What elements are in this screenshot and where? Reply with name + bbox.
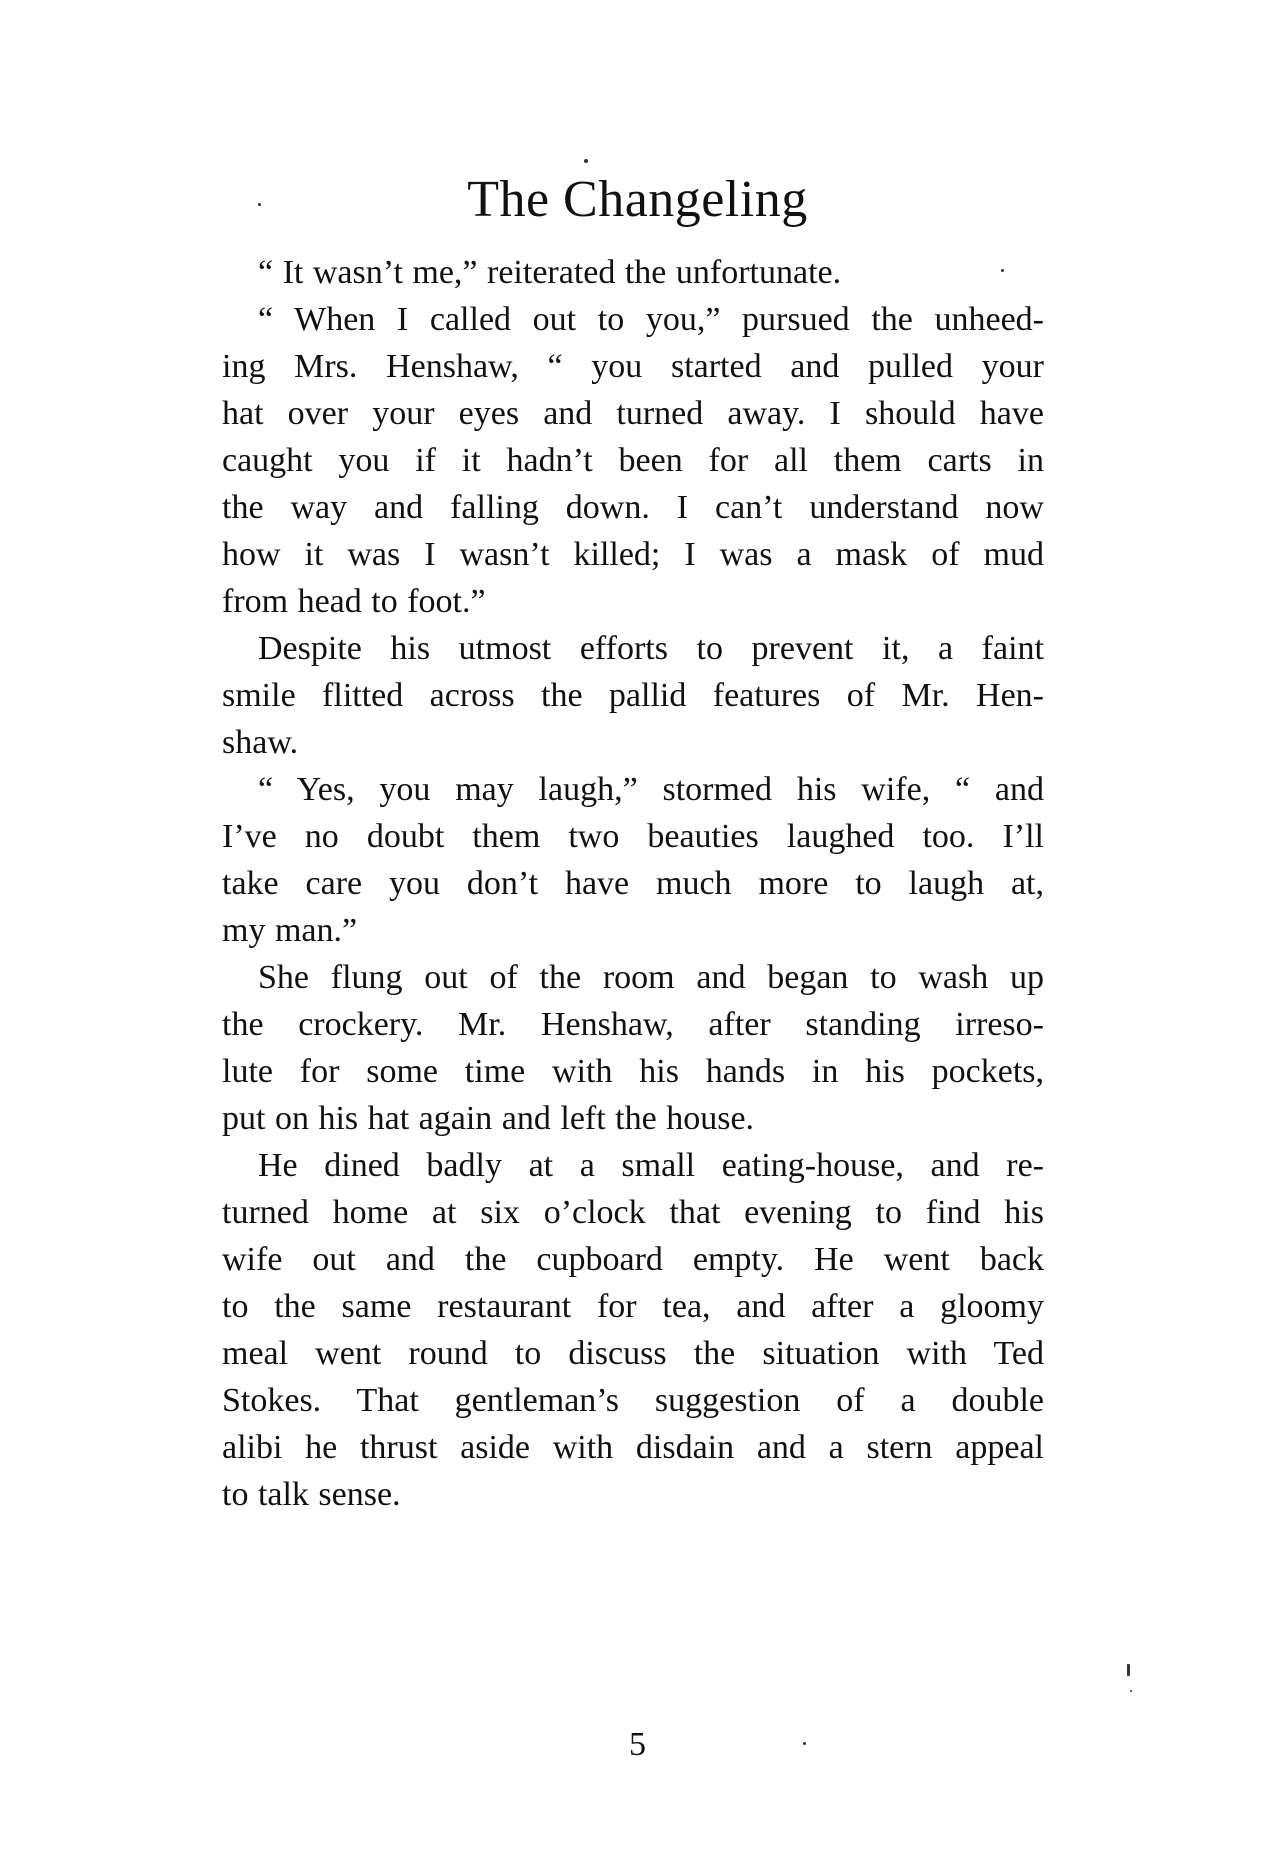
paragraph-5-line-4: put on his hat again and left the house. [222, 1100, 755, 1137]
paragraph-6-line-3: wife out and the cupboard empty. He went back [222, 1241, 1044, 1278]
paragraph-2-line-2: ing Mrs. Henshaw, “ you started and pulled your [222, 348, 1044, 385]
scan-speck [584, 159, 588, 163]
paragraph-2-line-7: from head to foot.” [222, 583, 486, 620]
paragraph-3-line-3: shaw. [222, 724, 299, 761]
paragraph-6-line-7: alibi he thrust aside with disdain and a stern appeal [222, 1429, 1044, 1466]
paragraph-6-line-4: to the same restaurant for tea, and after a gloomy [222, 1288, 1044, 1325]
paragraph-5-line-1: She flung out of the room and began to wash up [258, 959, 1044, 996]
paragraph-2-line-5: the way and falling down. I can’t understand now [222, 489, 1044, 526]
paragraph-6-line-6: Stokes. That gentleman’s suggestion of a double [222, 1382, 1044, 1419]
scan-speck [1130, 1690, 1132, 1692]
paragraph-1-line-1: “ It wasn’t me,” reiterated the unfortunate. [258, 254, 842, 291]
paragraph-3-line-1: Despite his utmost efforts to prevent it, a faint [258, 630, 1044, 667]
paragraph-5-line-3: lute for some time with his hands in his pockets, [222, 1053, 1044, 1090]
paragraph-4-line-2: I’ve no doubt them two beauties laughed too. I’ll [222, 818, 1044, 855]
paragraph-6-line-1: He dined badly at a small eating-house, and re- [258, 1147, 1044, 1184]
paragraph-6-line-2: turned home at six o’clock that evening to find his [222, 1194, 1044, 1231]
paragraph-6-line-8: to talk sense. [222, 1476, 401, 1513]
paragraph-2-line-1: “ When I called out to you,” pursued the unheed- [258, 301, 1044, 338]
scan-speck [1127, 1664, 1130, 1676]
paragraph-5-line-2: the crockery. Mr. Henshaw, after standing irreso- [222, 1006, 1044, 1043]
paragraph-2-line-6: how it was I wasn’t killed; I was a mask of mud [222, 536, 1044, 573]
paragraph-6-line-5: meal went round to discuss the situation with Ted [222, 1335, 1044, 1372]
body-text [222, 249, 1044, 1518]
paragraph-4-line-3: take care you don’t have much more to laugh at, [222, 865, 1044, 902]
paragraph-2-line-3: hat over your eyes and turned away. I should have [222, 395, 1044, 432]
paragraph-3-line-2: smile flitted across the pallid features of Mr. Hen- [222, 677, 1044, 714]
scan-speck [1001, 269, 1004, 272]
paragraph-4-line-4: my man.” [222, 912, 358, 949]
running-head: The Changeling [467, 171, 808, 228]
paragraph-2-line-4: caught you if it hadn’t been for all them carts in [222, 442, 1044, 479]
scan-speck [803, 1742, 806, 1745]
scan-speck [258, 203, 261, 206]
page-number: 5 [629, 1726, 646, 1763]
paragraph-4-line-1: “ Yes, you may laugh,” stormed his wife, “ and [258, 771, 1044, 808]
